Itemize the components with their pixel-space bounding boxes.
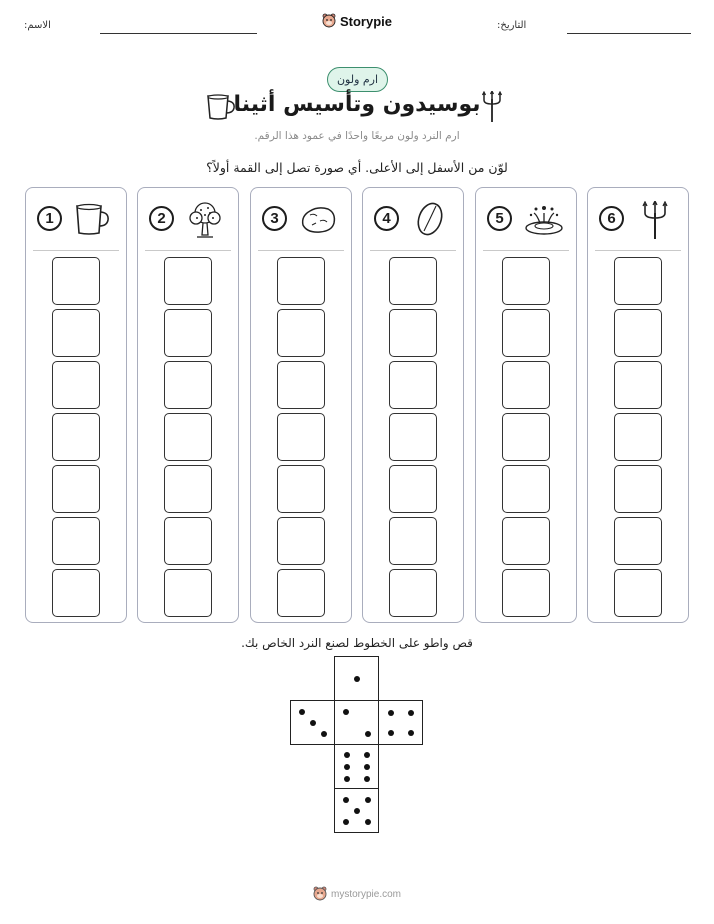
date-line [567,33,691,34]
color-square[interactable] [502,257,550,305]
brand-name: Storypie [339,13,392,29]
die-face-5 [334,788,379,833]
die-pip [388,710,394,716]
die-pip [344,752,350,758]
column-number: 4 [374,206,399,231]
color-square[interactable] [614,257,662,305]
column-divider [370,250,456,251]
color-square[interactable] [277,309,325,357]
column-divider [33,250,119,251]
color-square[interactable] [502,413,550,461]
die-face-2 [334,700,379,745]
color-square[interactable] [277,361,325,409]
color-square[interactable] [389,569,437,617]
color-square[interactable] [389,257,437,305]
color-square[interactable] [164,309,212,357]
column-number: 5 [487,206,512,231]
brand-logo [0,13,714,29]
storypie-mascot-icon [322,13,336,29]
color-square[interactable] [389,361,437,409]
color-square[interactable] [614,569,662,617]
die-face-1 [334,656,379,701]
color-square[interactable] [52,309,100,357]
color-square[interactable] [52,465,100,513]
olive-tree-icon [185,201,225,239]
column-number: 2 [149,206,174,231]
name-label: الاسم: [24,20,51,31]
color-square[interactable] [614,465,662,513]
die-pip [343,709,349,715]
die-pip [408,730,414,736]
color-square[interactable] [52,361,100,409]
trident-icon [635,201,675,241]
die-face-3 [290,700,335,745]
color-square[interactable] [389,465,437,513]
color-square[interactable] [389,413,437,461]
color-square[interactable] [164,361,212,409]
activity-badge: ارم ولون [327,67,388,92]
column-4 [362,187,464,623]
color-square[interactable] [164,257,212,305]
title-trident-icon [481,91,503,123]
color-square[interactable] [389,309,437,357]
die-pip [321,731,327,737]
color-square[interactable] [52,517,100,565]
color-square[interactable] [502,517,550,565]
column-2 [137,187,239,623]
die-pip [344,764,350,770]
date-label: التاريخ: [497,20,527,31]
color-square[interactable] [52,569,100,617]
die-pip [408,710,414,716]
color-square[interactable] [277,413,325,461]
die-pip [344,776,350,782]
footer-site[interactable]: mystorypie.com [330,888,401,900]
column-divider [145,250,231,251]
die-pip [365,731,371,737]
color-square[interactable] [277,517,325,565]
column-divider [595,250,681,251]
color-square[interactable] [277,569,325,617]
die-pip [354,808,360,814]
color-square[interactable] [614,517,662,565]
instruction-text: لوّن من الأسفل إلى الأعلى. أي صورة تصل إلى القمة أولاً؟ [206,160,508,175]
die-face-4 [378,700,423,745]
die-pip [364,764,370,770]
column-number: 1 [37,206,62,231]
color-square[interactable] [502,361,550,409]
die-pip [388,730,394,736]
color-square[interactable] [502,465,550,513]
column-3 [250,187,352,623]
die-pip [310,720,316,726]
spring-icon [523,201,565,237]
die-pip [364,776,370,782]
die-pip [365,797,371,803]
storypie-mascot-icon [313,886,327,902]
color-square[interactable] [277,257,325,305]
die-pip [299,709,305,715]
column-divider [258,250,344,251]
color-square[interactable] [502,569,550,617]
column-5 [475,187,577,623]
die-pip [343,797,349,803]
column-number: 3 [262,206,287,231]
cut-instruction: قص واطو على الخطوط لصنع النرد الخاص بك. [241,636,473,650]
footer [0,886,714,902]
name-line [100,33,257,34]
color-square[interactable] [164,413,212,461]
die-pip [365,819,371,825]
color-square[interactable] [277,465,325,513]
color-square[interactable] [52,413,100,461]
die-pip [364,752,370,758]
die-pip [343,819,349,825]
column-number: 6 [599,206,624,231]
column-6 [587,187,689,623]
subtitle: ارم النرد ولون مربعًا واحدًا في عمود هذا الرقم. [254,130,460,142]
color-square[interactable] [52,257,100,305]
column-divider [483,250,569,251]
olive-icon [410,201,450,237]
column-1 [25,187,127,623]
color-square[interactable] [164,465,212,513]
mug-icon [73,201,113,237]
color-square[interactable] [502,309,550,357]
color-square[interactable] [614,361,662,409]
die-face-6 [334,744,379,789]
die-pip [354,676,360,682]
color-square[interactable] [389,517,437,565]
page-title: بوسيدون وتأسيس أثينا [233,92,481,117]
rock-icon [298,201,338,237]
color-square[interactable] [614,413,662,461]
color-square[interactable] [164,517,212,565]
color-square[interactable] [614,309,662,357]
color-square[interactable] [164,569,212,617]
